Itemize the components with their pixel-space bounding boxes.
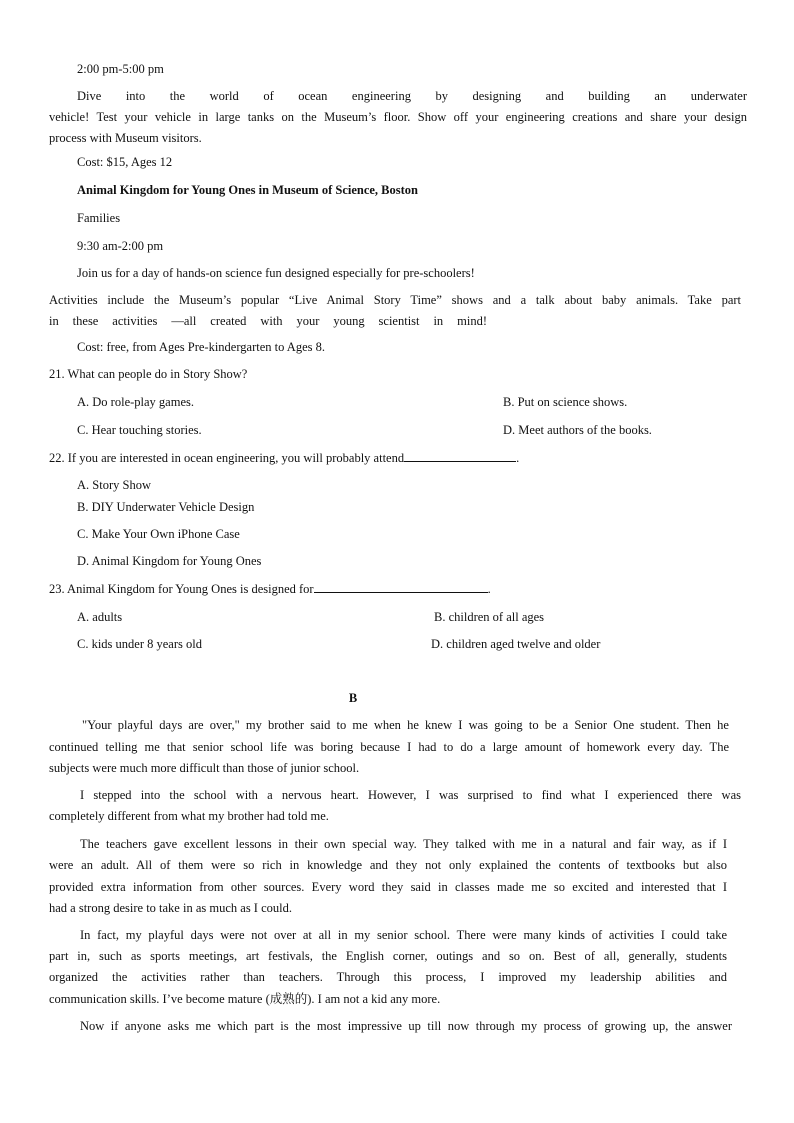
event1-cost: Cost: $15, Ages 12 — [77, 155, 173, 169]
q22-option-a: A. Story Show — [77, 478, 151, 492]
p2-line-2: completely different from what my brother had told me. — [49, 809, 329, 823]
question-23 — [49, 581, 491, 597]
event2-desc-line-2: Activities include the Museum’s popular “Live Animal Story Time” shows and a talk about baby animals. Take part — [49, 293, 741, 307]
q21-option-a: A. Do role-play games. — [77, 395, 194, 409]
question-23-stem-end: . — [487, 582, 491, 596]
q22-option-d: D. Animal Kingdom for Young Ones — [77, 554, 262, 568]
question-22 — [49, 450, 519, 466]
event1-desc-line-2: vehicle! Test your vehicle in large tanks on the Museum’s floor. Show off your engineering creations and share your design — [49, 110, 747, 124]
q23-option-a: A. adults — [77, 610, 123, 624]
event1-desc-line-3: process with Museum visitors. — [49, 131, 202, 145]
q21-option-d: D. Meet authors of the books. — [503, 423, 652, 437]
p1-line-2: continued telling me that senior school life was boring because I had to do a large amount of homework every day. The — [49, 740, 729, 754]
event2-audience: Families — [77, 211, 121, 225]
section-b-heading: B — [348, 691, 358, 705]
p4-line-2: part in, such as sports meetings, art festivals, the English corner, outings and so on. Best of all, generally, students — [49, 949, 727, 963]
p5-line-1: Now if anyone asks me which part is the most impressive up till now through my process of growing up, the answer — [80, 1019, 732, 1033]
p3-line-1: The teachers gave excellent lessons in their own special way. They talked with me in a natural and fair way, as if I — [80, 837, 727, 851]
p2-line-1: I stepped into the school with a nervous heart. However, I was surprised to find what I experienced there was — [80, 788, 741, 802]
event1-desc-line-1: Dive into the world of ocean engineering by designing and building an underwater — [77, 89, 747, 103]
p4-line-3: organized the activities rather than teachers. Through this process, I improved my leadership abilities and — [49, 970, 727, 984]
p4-line-4: communication skills. I’ve become mature (成熟的). I am not a kid any more. — [49, 992, 441, 1006]
answer-blank — [404, 450, 516, 462]
q23-option-d: D. children aged twelve and older — [431, 637, 601, 651]
question-22-stem-end: . — [516, 451, 520, 465]
event1-time: 2:00 pm-5:00 pm — [77, 62, 164, 76]
q23-option-b: B. children of all ages — [434, 610, 545, 624]
p1-line-3: subjects were much more difficult than those of junior school. — [49, 761, 360, 775]
event2-time: 9:30 am-2:00 pm — [77, 239, 164, 253]
q22-option-b: B. DIY Underwater Vehicle Design — [77, 500, 255, 514]
q21-option-c: C. Hear touching stories. — [77, 423, 202, 437]
q23-option-c: C. kids under 8 years old — [77, 637, 202, 651]
p3-line-3: provided extra information from other sources. Every word they said in classes made me so excited and interested that I — [49, 880, 727, 894]
p3-line-4: had a strong desire to take in as much as I could. — [49, 901, 292, 915]
p1-line-1: "Your playful days are over," my brother said to me when he knew I was going to be a Senior One student. Then he — [82, 718, 729, 732]
event2-cost: Cost: free, from Ages Pre-kindergarten to Ages 8. — [77, 340, 325, 354]
p4-line-1: In fact, my playful days were not over at all in my senior school. There were many kinds of activities I could take — [80, 928, 727, 942]
answer-blank — [314, 581, 488, 593]
event2-desc-line-3: in these activities —all created with your young scientist in mind! — [49, 314, 487, 328]
event2-desc-line-1: Join us for a day of hands-on science fun designed especially for pre-schoolers! — [77, 266, 475, 280]
question-21-stem: 21. What can people do in Story Show? — [49, 367, 248, 381]
p3-line-2: were an adult. All of them were so rich in knowledge and they not only explained the contents of textbooks but also — [49, 858, 727, 872]
question-22-stem: 22. If you are interested in ocean engineering, you will probably attend — [49, 451, 405, 465]
event2-title: Animal Kingdom for Young Ones in Museum of Science, Boston — [77, 183, 419, 197]
q22-option-c: C. Make Your Own iPhone Case — [77, 527, 240, 541]
question-23-stem: 23. Animal Kingdom for Young Ones is designed for — [49, 582, 314, 596]
q21-option-b: B. Put on science shows. — [503, 395, 628, 409]
